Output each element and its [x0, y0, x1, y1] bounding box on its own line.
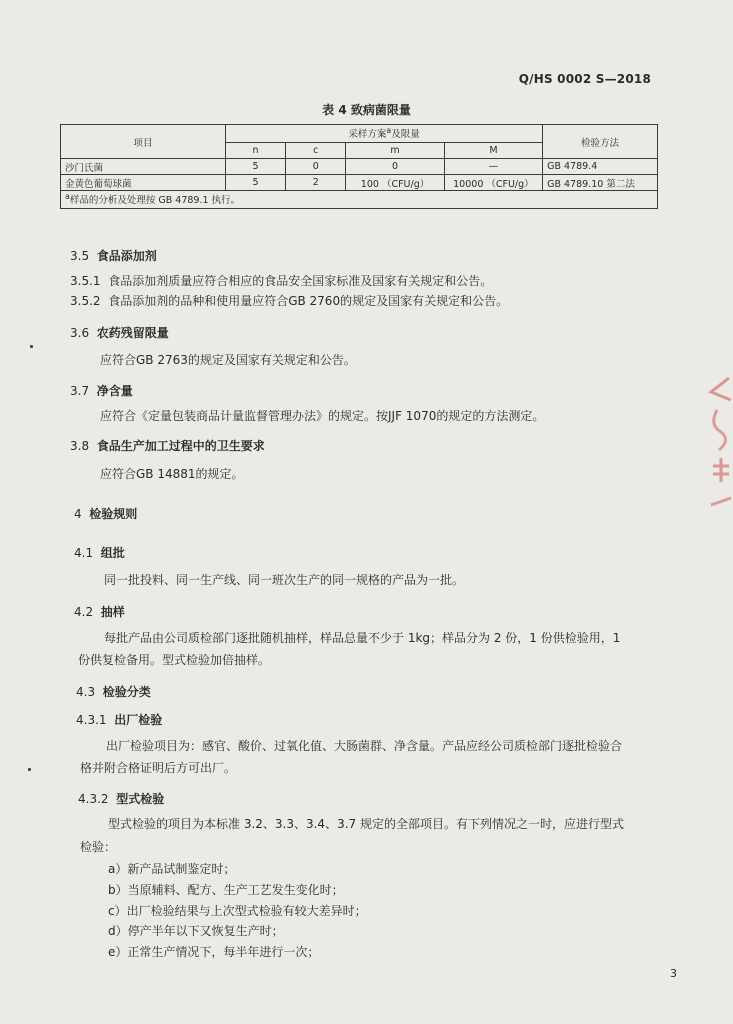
cell-n: 5 [225, 159, 285, 175]
header-m: m [346, 143, 444, 159]
list-item: b）当原辅料、配方、生产工艺发生变化时； [108, 883, 344, 897]
header-c: c [286, 143, 346, 159]
section-4-1-heading: 4.1 组批 [74, 546, 125, 560]
section-3-5-2: 3.5.2 食品添加剂的品种和使用量应符合GB 2760的规定及国家有关规定和公告。 [70, 294, 509, 308]
cell-M: — [444, 159, 542, 175]
list-item: c）出厂检验结果与上次型式检验有较大差异时； [108, 904, 367, 918]
cell-M: 10000 （CFU/g） [444, 175, 542, 191]
header-item: 项目 [61, 125, 226, 159]
header-sampling-plan: 采样方案$^a$及限量 [225, 125, 542, 143]
cell-method: GB 4789.10 第二法 [543, 175, 658, 191]
cell-c: 0 [286, 159, 346, 175]
table-row [61, 159, 658, 175]
section-4-2-text-line1: 每批产品由公司质检部门逐批随机抽样，样品总量不少于 1kg；样品分为 2 份，1 份供检验用，1 [104, 631, 621, 645]
section-4-3-1-text-line2: 格并附合格证明后方可出厂。 [80, 761, 237, 775]
section-4-heading: 4 检验规则 [74, 507, 138, 521]
page-number: 3 [670, 967, 677, 980]
section-4-1-text: 同一批投料、同一生产线、同一班次生产的同一规格的产品为一批。 [104, 573, 465, 587]
table-footnote: $^a$样品的分析及处理按 GB 4789.1 执行。 [61, 191, 658, 209]
header-method: 检验方法 [543, 125, 658, 159]
section-3-8-heading: 3.8 食品生产加工过程中的卫生要求 [70, 439, 265, 453]
list-item: a）新产品试制鉴定时； [108, 862, 236, 876]
section-4-3-2-heading: 4.3.2 型式检验 [78, 792, 165, 806]
list-item: e）正常生产情况下，每半年进行一次； [108, 945, 320, 959]
header-M: M [444, 143, 542, 159]
cell-c: 2 [286, 175, 346, 191]
scan-speck [30, 345, 33, 348]
cell-m: 0 [346, 159, 444, 175]
standard-code: Q/HS 0002 S—2018 [518, 72, 651, 86]
section-4-3-2-text-line2: 检验： [80, 840, 117, 854]
cell-n: 5 [225, 175, 285, 191]
section-4-2-heading: 4.2 抽样 [74, 605, 125, 619]
section-4-3-1-heading: 4.3.1 出厂检验 [76, 713, 163, 727]
table-title: 表 4 致病菌限量 [322, 103, 411, 117]
section-4-3-1-text-line1: 出厂检验项目为：感官、酸价、过氧化值、大肠菌群、净含量。产品应经公司质检部门逐批检验合 [106, 739, 623, 753]
section-3-7-text: 应符合《定量包装商品计量监督管理办法》的规定。按JJF 1070的规定的方法测定。 [100, 409, 545, 423]
pathogen-limit-table [60, 124, 658, 209]
cell-item: 金黄色葡萄球菌 [61, 175, 226, 191]
section-3-5-1: 3.5.1 食品添加剂质量应符合相应的食品安全国家标准及国家有关规定和公告。 [70, 274, 493, 288]
section-3-6-text: 应符合GB 2763的规定及国家有关规定和公告。 [100, 353, 356, 367]
section-3-8-text: 应符合GB 14881的规定。 [100, 467, 244, 481]
table-row [61, 175, 658, 191]
section-4-2-text-line2: 份供复检备用。型式检验加倍抽样。 [78, 653, 271, 667]
stamp-mark [703, 370, 733, 520]
header-n: n [225, 143, 285, 159]
cell-item: 沙门氏菌 [61, 159, 226, 175]
cell-method: GB 4789.4 [543, 159, 658, 175]
section-4-3-2-text-line1: 型式检验的项目为本标准 3.2、3.3、3.4、3.7 规定的全部项目。有下列情况之一时，应进行型式 [108, 817, 624, 831]
section-3-5-heading: 3.5 食品添加剂 [70, 249, 157, 263]
list-item: d）停产半年以下又恢复生产时； [108, 924, 284, 938]
scan-speck [28, 768, 31, 771]
section-3-7-heading: 3.7 净含量 [70, 384, 133, 398]
cell-m: 100 （CFU/g） [346, 175, 444, 191]
section-3-6-heading: 3.6 农药残留限量 [70, 326, 169, 340]
section-4-3-heading: 4.3 检验分类 [76, 685, 151, 699]
